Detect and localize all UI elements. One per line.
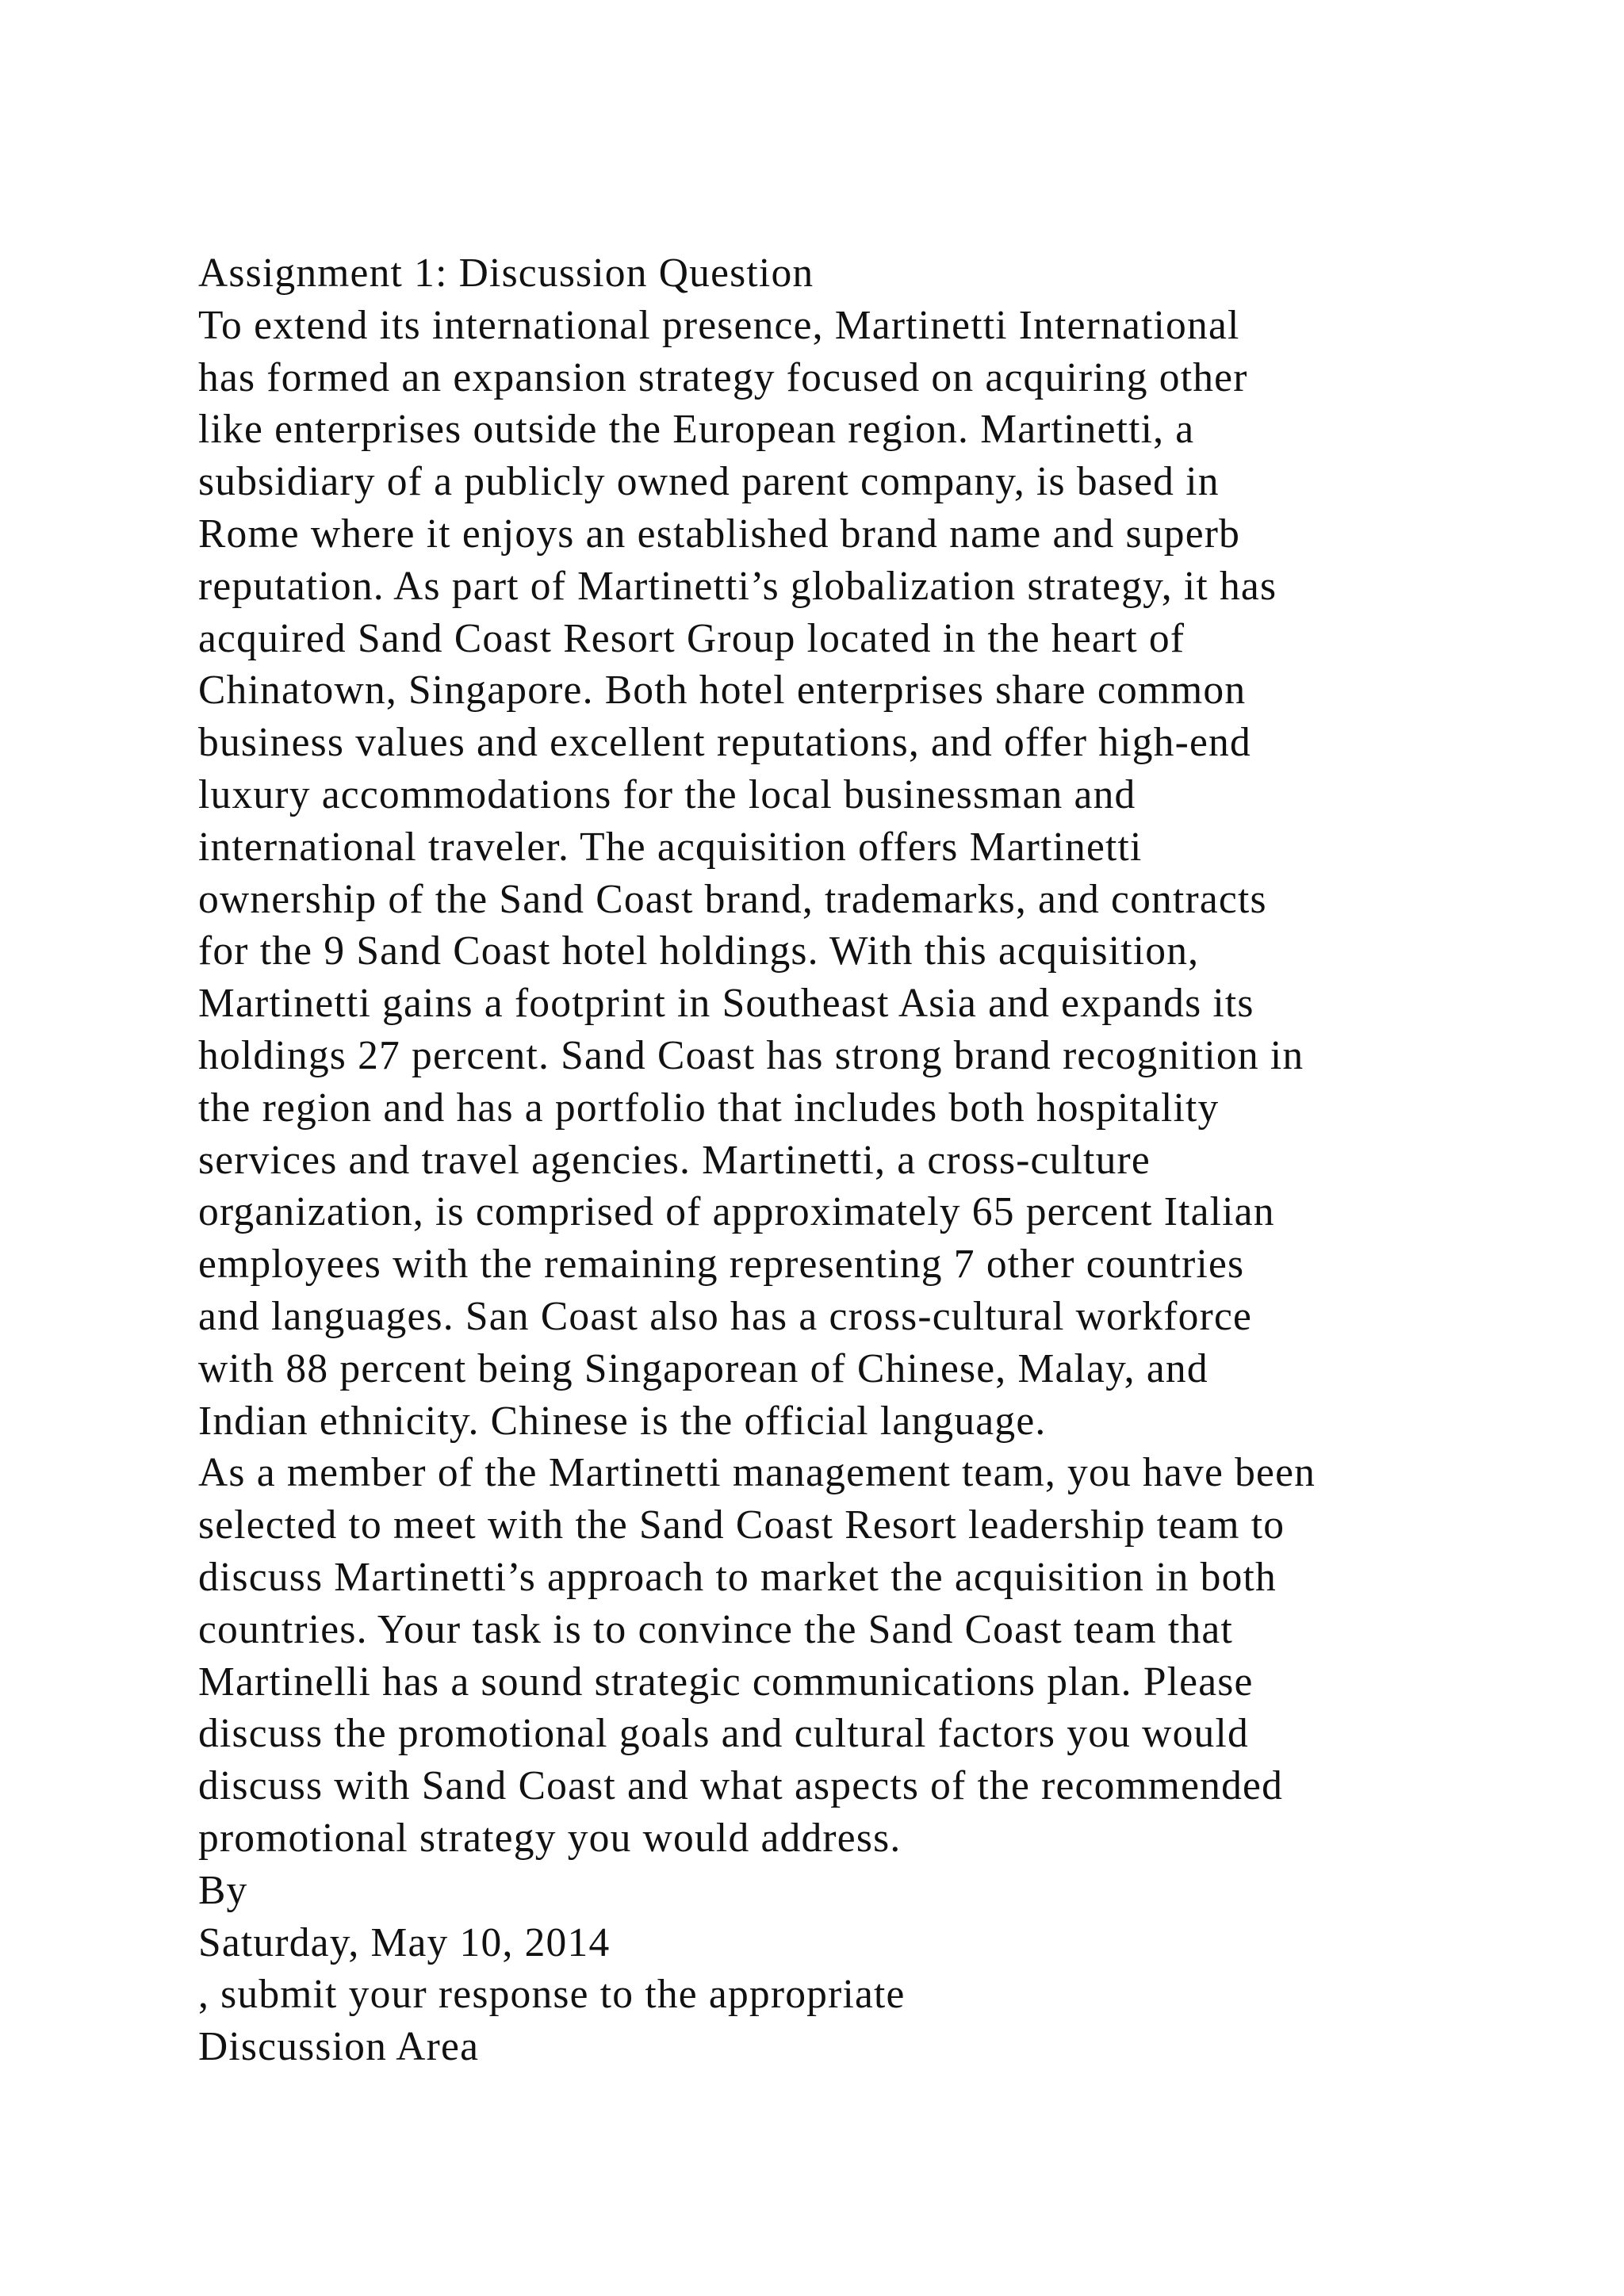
text-line: and languages. San Coast also has a cross-cultural workforce [198, 1293, 1253, 1339]
text-line: Discussion Area [198, 2024, 480, 2070]
text-line: As a member of the Martinetti management team, you have been [198, 1450, 1316, 1496]
text-line: luxury accommodations for the local businessman and [198, 771, 1136, 817]
text-line: services and travel agencies. Martinetti, a cross-culture [198, 1137, 1151, 1183]
text-line: organization, is comprised of approximately 65 percent Italian [198, 1189, 1275, 1235]
text-line: Indian ethnicity. Chinese is the official language. [198, 1398, 1047, 1444]
assignment-title: Assignment 1: Discussion Question [198, 251, 814, 296]
text-line: promotional strategy you would address. [198, 1815, 902, 1861]
due-date: Saturday, May 10, 2014 [198, 1919, 611, 1965]
text-line: Martinelli has a sound strategic communications plan. Please [198, 1659, 1254, 1705]
text-line: like enterprises outside the European region. Martinetti, a [198, 407, 1195, 453]
text-line: By [198, 1867, 248, 1913]
text-line: countries. Your task is to convince the Sand Coast team that [198, 1606, 1233, 1652]
text-line: To extend its international presence, Martinetti International [198, 302, 1240, 348]
text-line: discuss the promotional goals and cultural factors you would [198, 1711, 1249, 1757]
text-line: subsidiary of a publicly owned parent company, is based in [198, 459, 1220, 505]
text-line: for the 9 Sand Coast hotel holdings. With this acquisition, [198, 928, 1200, 974]
text-line: the region and has a portfolio that includes both hospitality [198, 1085, 1220, 1131]
text-line: reputation. As part of Martinetti’s globalization strategy, it has [198, 563, 1277, 609]
text-line: holdings 27 percent. Sand Coast has strong brand recognition in [198, 1032, 1304, 1078]
text-line: has formed an expansion strategy focused on acquiring other [198, 354, 1248, 400]
text-line: Rome where it enjoys an established brand name and superb [198, 511, 1241, 557]
text-line: Chinatown, Singapore. Both hotel enterprises share common [198, 668, 1247, 714]
text-line: ownership of the Sand Coast brand, trademarks, and contracts [198, 876, 1267, 922]
text-line: business values and excellent reputations, and offer high-end [198, 720, 1251, 766]
text-line: discuss Martinetti’s approach to market the acquisition in both [198, 1554, 1277, 1600]
text-line: international traveler. The acquisition offers Martinetti [198, 824, 1143, 870]
document-body [198, 247, 1507, 2073]
text-line: selected to meet with the Sand Coast Resort leadership team to [198, 1502, 1285, 1548]
text-line: Martinetti gains a footprint in Southeast Asia and expands its [198, 981, 1254, 1027]
text-line: discuss with Sand Coast and what aspects of the recommended [198, 1763, 1284, 1809]
text-line: acquired Sand Coast Resort Group located in the heart of [198, 615, 1185, 661]
text-line: with 88 percent being Singaporean of Chinese, Malay, and [198, 1345, 1208, 1391]
text-line: , submit your response to the appropriate [198, 1972, 906, 2018]
text-line: employees with the remaining representing 7 other countries [198, 1242, 1245, 1288]
